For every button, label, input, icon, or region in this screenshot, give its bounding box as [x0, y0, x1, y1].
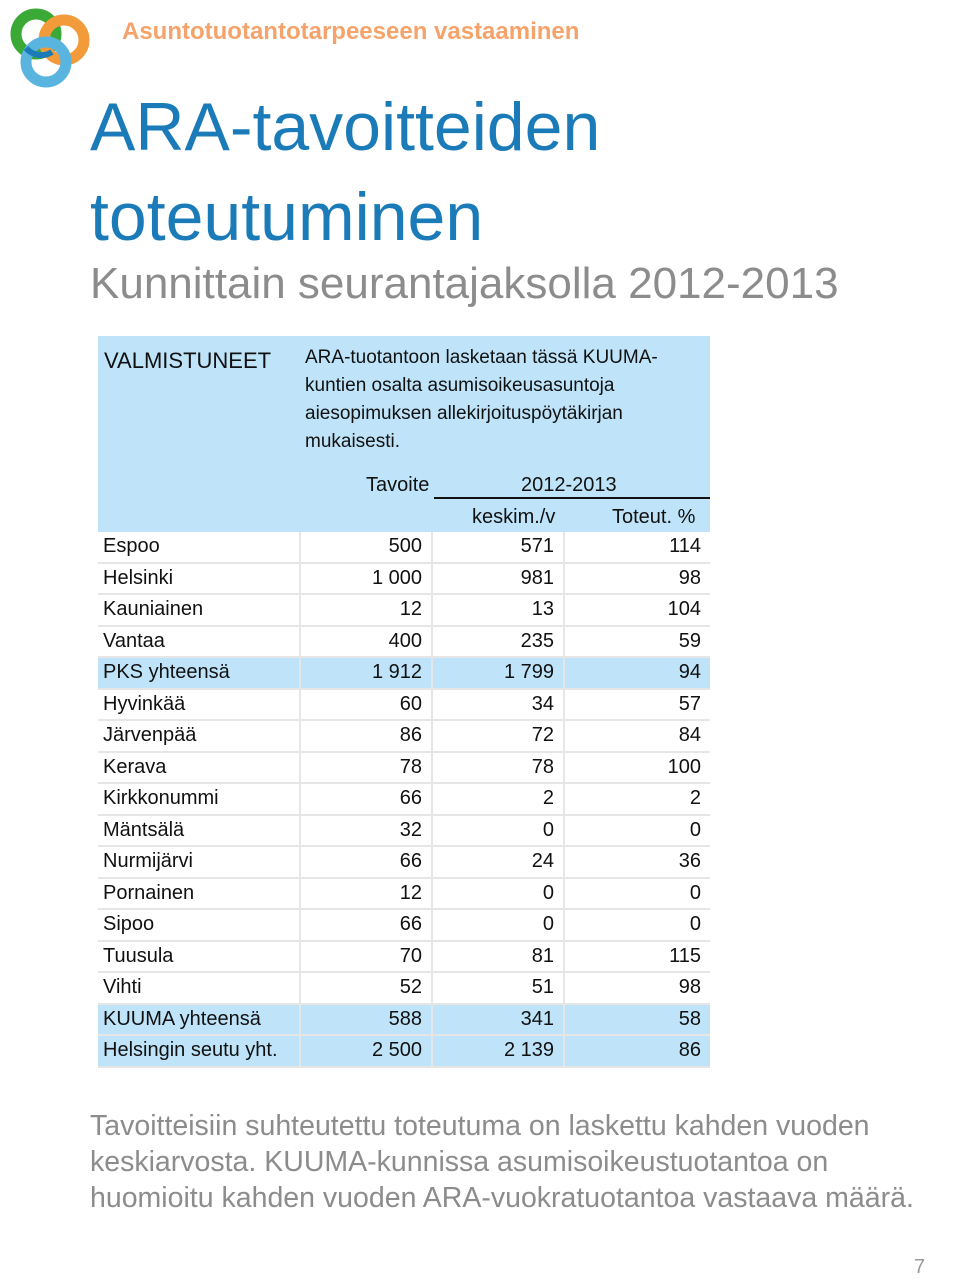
- cell-average: 24: [432, 846, 564, 878]
- page-title-line-2: toteutuminen: [90, 179, 484, 255]
- column-header-percent: Toteut. %: [612, 506, 696, 528]
- cell-average: 341: [432, 1004, 564, 1036]
- cell-target: 70: [300, 941, 432, 973]
- cell-municipality: Espoo: [98, 532, 300, 563]
- cell-average: 0: [432, 878, 564, 910]
- cell-percent: 2: [564, 783, 710, 815]
- cell-municipality: Kauniainen: [98, 594, 300, 626]
- cell-municipality: Hyvinkää: [98, 689, 300, 721]
- table-row: [98, 626, 710, 658]
- cell-target: 32: [300, 815, 432, 847]
- table-row: [98, 972, 710, 1004]
- cell-average: 981: [432, 563, 564, 595]
- column-header-target: Tavoite: [366, 474, 430, 496]
- cell-municipality: Sipoo: [98, 909, 300, 941]
- cell-average: 2: [432, 783, 564, 815]
- cell-average: 571: [432, 532, 564, 563]
- cell-target: 66: [300, 846, 432, 878]
- cell-average: 0: [432, 815, 564, 847]
- cell-percent: 98: [564, 563, 710, 595]
- cell-percent: 0: [564, 909, 710, 941]
- table-row: [98, 878, 710, 910]
- cell-municipality: Järvenpää: [98, 720, 300, 752]
- cell-percent: 0: [564, 878, 710, 910]
- cell-percent: 36: [564, 846, 710, 878]
- table-row: [98, 657, 710, 689]
- cell-target: 12: [300, 878, 432, 910]
- cell-percent: 86: [564, 1035, 710, 1067]
- cell-target: 1 000: [300, 563, 432, 595]
- page-subtitle: Kunnittain seurantajaksolla 2012-2013: [90, 259, 839, 308]
- cell-municipality: Helsinki: [98, 563, 300, 595]
- cell-percent: 84: [564, 720, 710, 752]
- table-row: [98, 941, 710, 973]
- column-header-period: 2012-2013: [521, 474, 617, 496]
- table-note: ARA-tuotantoon lasketaan tässä KUUMA-kuntien osalta asumisoikeusasuntoja aiesopimuksen allekirjoituspöytäkirjan mukaisesti.: [305, 347, 658, 452]
- cell-municipality: Vihti: [98, 972, 300, 1004]
- table-header-block: [98, 336, 710, 532]
- cell-average: 0: [432, 909, 564, 941]
- cell-target: 1 912: [300, 657, 432, 689]
- page-number: 7: [914, 1256, 926, 1278]
- cell-percent: 59: [564, 626, 710, 658]
- table-row: [98, 783, 710, 815]
- cell-percent: 94: [564, 657, 710, 689]
- results-table: [98, 532, 710, 1068]
- cell-target: 588: [300, 1004, 432, 1036]
- table-row: [98, 1035, 710, 1067]
- cell-target: 66: [300, 909, 432, 941]
- table-row: [98, 689, 710, 721]
- cell-percent: 57: [564, 689, 710, 721]
- cell-target: 78: [300, 752, 432, 784]
- cell-average: 235: [432, 626, 564, 658]
- cell-target: 52: [300, 972, 432, 1004]
- cell-percent: 100: [564, 752, 710, 784]
- table-row: [98, 532, 710, 563]
- cell-percent: 104: [564, 594, 710, 626]
- cell-percent: 0: [564, 815, 710, 847]
- cell-average: 72: [432, 720, 564, 752]
- table-row: [98, 752, 710, 784]
- table-row: [98, 1004, 710, 1036]
- cell-average: 34: [432, 689, 564, 721]
- table-row: [98, 594, 710, 626]
- cell-municipality: Pornainen: [98, 878, 300, 910]
- cell-average: 1 799: [432, 657, 564, 689]
- period-underline: [434, 497, 710, 499]
- cell-percent: 115: [564, 941, 710, 973]
- table-row: [98, 720, 710, 752]
- table-row: [98, 846, 710, 878]
- cell-municipality: PKS yhteensä: [98, 657, 300, 689]
- cell-target: 66: [300, 783, 432, 815]
- cell-average: 2 139: [432, 1035, 564, 1067]
- cell-municipality: Helsingin seutu yht.: [98, 1035, 300, 1067]
- cell-municipality: Kirkkonummi: [98, 783, 300, 815]
- page-title-line-1: ARA-tavoitteiden: [90, 89, 601, 165]
- table-row: [98, 909, 710, 941]
- cell-target: 400: [300, 626, 432, 658]
- cell-municipality: Nurmijärvi: [98, 846, 300, 878]
- cell-average: 78: [432, 752, 564, 784]
- cell-average: 81: [432, 941, 564, 973]
- table-row: [98, 815, 710, 847]
- cell-municipality: Vantaa: [98, 626, 300, 658]
- cell-percent: 98: [564, 972, 710, 1004]
- cell-target: 500: [300, 532, 432, 563]
- cell-target: 2 500: [300, 1035, 432, 1067]
- section-label: VALMISTUNEET: [104, 348, 272, 373]
- cell-target: 86: [300, 720, 432, 752]
- cell-municipality: Tuusula: [98, 941, 300, 973]
- interlocking-rings-logo: [6, 4, 96, 94]
- cell-target: 60: [300, 689, 432, 721]
- cell-municipality: Kerava: [98, 752, 300, 784]
- cell-percent: 114: [564, 532, 710, 563]
- cell-target: 12: [300, 594, 432, 626]
- cell-municipality: KUUMA yhteensä: [98, 1004, 300, 1036]
- cell-municipality: Mäntsälä: [98, 815, 300, 847]
- section-title: Asuntotuotantotarpeeseen vastaaminen: [122, 18, 580, 45]
- page-title: [90, 82, 600, 262]
- footnote-text: Tavoitteisiin suhteutettu toteutuma on laskettu kahden vuoden keskiarvosta. KUUMA-kunnissa asumisoikeustuotantoa on huomioitu kahden vuoden ARA-vuokratuotantoa vastaava määrä.: [90, 1110, 914, 1214]
- results-table-panel: [98, 336, 710, 1069]
- table-row: [98, 563, 710, 595]
- cell-average: 13: [432, 594, 564, 626]
- cell-average: 51: [432, 972, 564, 1004]
- column-header-average: keskim./v: [472, 506, 556, 528]
- cell-percent: 58: [564, 1004, 710, 1036]
